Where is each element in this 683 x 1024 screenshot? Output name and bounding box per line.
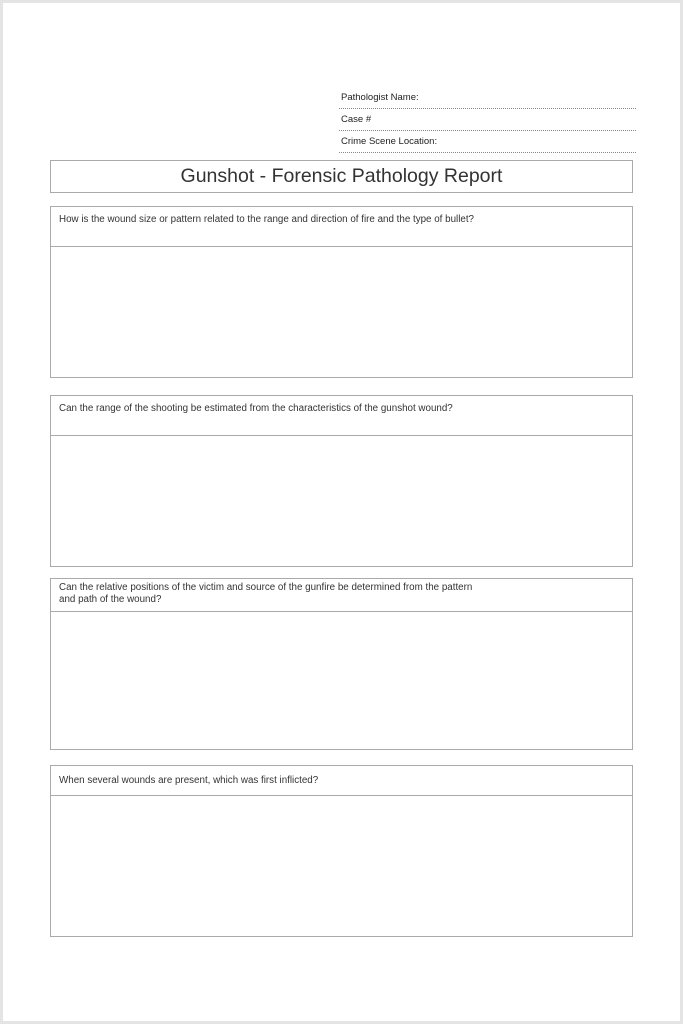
question-box-3 (50, 578, 633, 750)
case-number-label: Case # (341, 114, 372, 125)
question-box-1 (50, 206, 633, 378)
question-header (51, 766, 632, 796)
header-fields (339, 87, 636, 153)
crime-scene-location-field[interactable] (339, 131, 636, 153)
question-text: How is the wound size or pattern related to the range and direction of fire and the type of bullet? (59, 214, 474, 225)
question-text: When several wounds are present, which was first inflicted? (59, 775, 319, 786)
question-text: Can the range of the shooting be estimated from the characteristics of the gunshot wound? (59, 403, 453, 414)
case-number-field[interactable] (339, 109, 636, 131)
question-header (51, 207, 632, 247)
pathologist-name-label: Pathologist Name: (341, 92, 419, 103)
answer-area-3[interactable] (51, 612, 632, 749)
pathologist-name-field[interactable] (339, 87, 636, 109)
answer-area-4[interactable] (51, 796, 632, 936)
question-header (51, 579, 632, 612)
question-box-2 (50, 395, 633, 567)
question-box-4 (50, 765, 633, 937)
answer-area-2[interactable] (51, 436, 632, 566)
crime-scene-location-label: Crime Scene Location: (341, 136, 438, 147)
document-page (3, 3, 680, 1021)
report-title: Gunshot - Forensic Pathology Report (50, 160, 633, 193)
answer-area-1[interactable] (51, 247, 632, 377)
question-header (51, 396, 632, 436)
question-text: Can the relative positions of the victim and source of the gunfire be determined from the pattern and path of the wound? (59, 582, 473, 605)
